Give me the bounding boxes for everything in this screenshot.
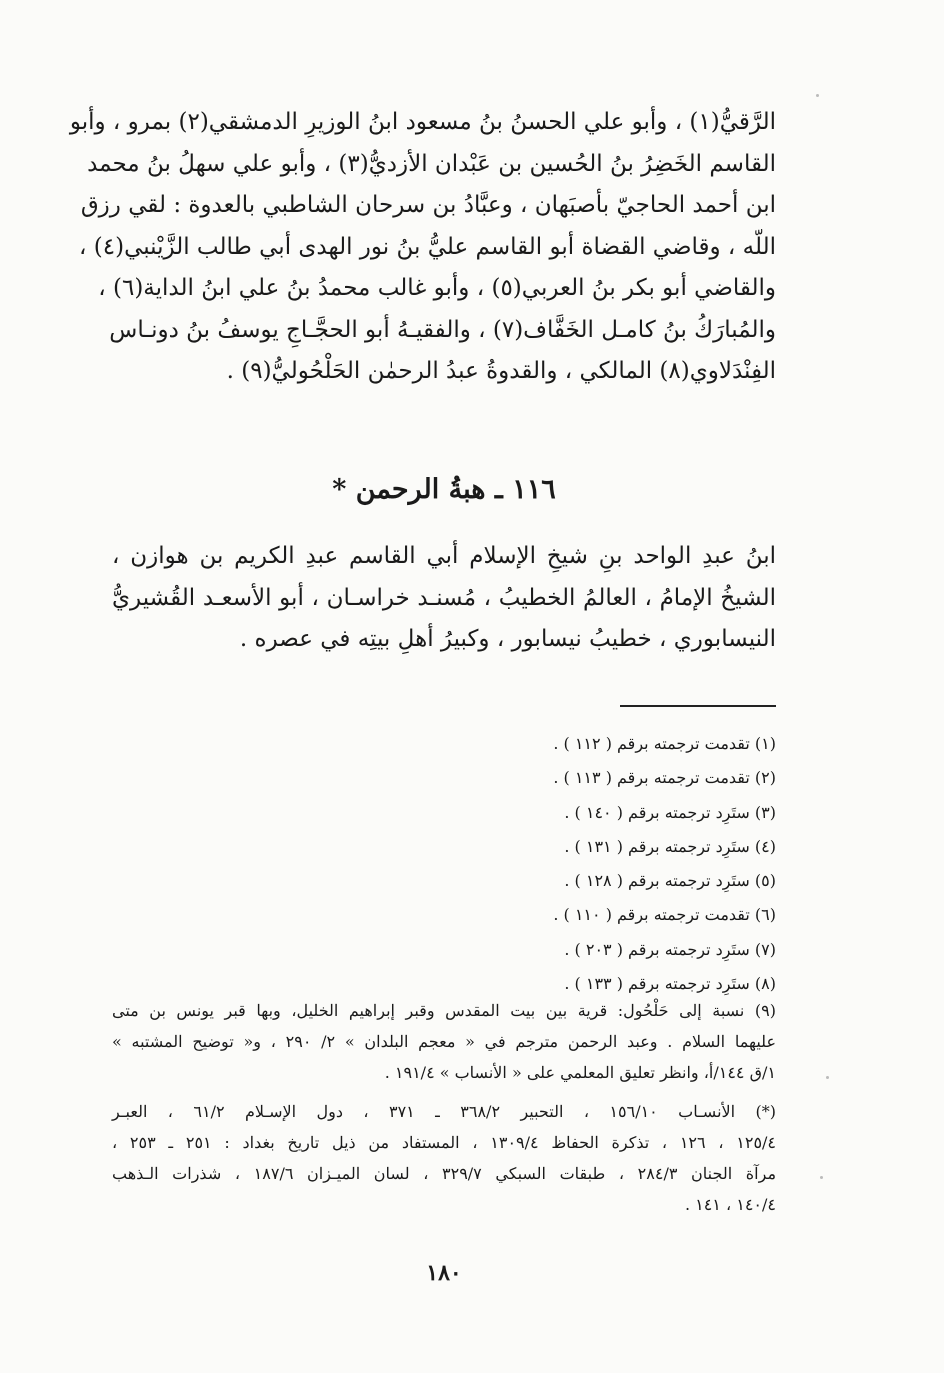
footnote-divider [620, 705, 776, 707]
text-line: الرَّقيُّ(١) ، وأبو علي الحسنُ بنُ مسعود ابنُ الوزيرِ الدمشقي(٢) بمرو ، وأبو [69, 109, 776, 135]
footnote-item: (٧) ستَرِد ترجمته برقم ( ٢٠٣ ) . [564, 939, 776, 959]
footnote-item: (١) تقدمت ترجمته برقم ( ١١٢ ) . [553, 734, 776, 753]
footnote-item: (٨) ستَرِد ترجمته برقم ( ١٣٣ ) . [564, 974, 776, 994]
text-line: اللّه ، وقاضي القضاة أبو القاسم عليُّ بنُ نور الهدى أبي طالب الزَّيْنبي(٤) ، [79, 233, 776, 260]
footnote-item: (٤) ستَرِد ترجمته برقم ( ١٣١ ) . [564, 836, 776, 856]
footnote-line: (*) الأنسـاب ١٥٦/١٠ ، التحبير ٣٦٨/٢ ـ ٣٧١ ، دول الإسـلام ٦١/٢ ، العبـر [112, 1102, 776, 1121]
text-line: ابنُ عبدِ الواحد بنِ شيخِ الإسلام أبي القاسم عبدِ الكريم بن هوازن ، [112, 543, 776, 569]
footnote-item: (٥) ستَرِد ترجمته برقم ( ١٢٨ ) . [564, 871, 776, 891]
text-line: النيسابوري ، خطيبُ نيسابور ، وكبيرُ أهلِ بيتِه في عصره . [239, 626, 776, 652]
text-line: والقاضي أبو بكر بنُ العربي(٥) ، وأبو غالب محمدُ بنُ علي ابنُ الداية(٦) ، [98, 275, 776, 301]
page-number: ١٨٠ [426, 1260, 462, 1286]
sources-footnote [112, 1096, 776, 1220]
footnote-line: ١٤٠/٤ ، ١٤١ . [684, 1195, 776, 1214]
text-line: القاسم الخَضِرُ بنُ الحُسين بن عَبْدان الأزديُّ(٣) ، وأبو علي سهلُ بنُ محمد [87, 150, 776, 177]
footnote-item: (٣) ستَرِد ترجمته برقم ( ١٤٠ ) . [564, 802, 776, 822]
footnote-9 [112, 995, 776, 1088]
footnote-line: عليهما السلام . وعبد الرحمن مترجم في « معجم البلدان » ٢/ ٢٩٠ ، و« توضيح المشتبه » [112, 1032, 777, 1051]
footnotes-short-list [553, 727, 776, 1001]
scan-speck [816, 94, 819, 97]
footnote-line: ١٢٥/٤ ، ١٢٦ ، تذكرة الحفاظ ١٣٠٩/٤ ، المستفاد من ذيل تاريخ بغداد : ٢٥١ ـ ٢٥٣ ، [112, 1133, 777, 1152]
footnote-item: (٢) تقدمت ترجمته برقم ( ١١٣ ) . [553, 768, 776, 788]
text-line: الشيخُ الإمامُ ، العالمُ الخطيبُ ، مُسنـد خراسـان ، أبو الأسعـد القُشيريُّ [112, 584, 776, 611]
text-line: والمُبارَكُ بنُ كامـل الخَفَّاف(٧) ، والفقيـهُ أبو الحجَّـاجِ يوسفُ بنُ دونـاس [109, 316, 776, 343]
footnote-line: (٩) نسبة إلى حَلْحُول: قرية بين بيت المقدس وقبر إبراهيم الخليل، وبها قبر يونس بن متى [112, 1001, 776, 1020]
text-line: الفِنْدَلاوي(٨) المالكي ، والقدوةُ عبدُ الرحمٰن الحَلْحُوليُّ(٩) . [226, 358, 776, 384]
footnote-item: (٦) تقدمت ترجمته برقم ( ١١٠ ) . [553, 905, 776, 925]
footnote-line: ١/ق ١٤٤/أ، وانظر تعليق المعلمي على « الأنساب » ١٩١/٤ . [384, 1063, 776, 1082]
footnote-line: مرآة الجنان ٢٨٤/٣ ، طبقات السبكي ٣٢٩/٧ ، لسان الميـزان ١٨٧/٦ ، شذرات الـذهب [112, 1164, 777, 1183]
entry-heading: ١١٦ ـ هبةُ الرحمن * [332, 474, 556, 505]
text-line: ابن أحمد الحاجيّ بأصبَهان ، وعبَّادُ بن سرحان الشاطبي بالعدوة : لقي رزق [80, 192, 776, 218]
biography-paragraph [69, 102, 776, 393]
scan-speck [820, 1176, 823, 1179]
scan-speck [826, 1076, 829, 1079]
entry-paragraph [112, 536, 776, 661]
